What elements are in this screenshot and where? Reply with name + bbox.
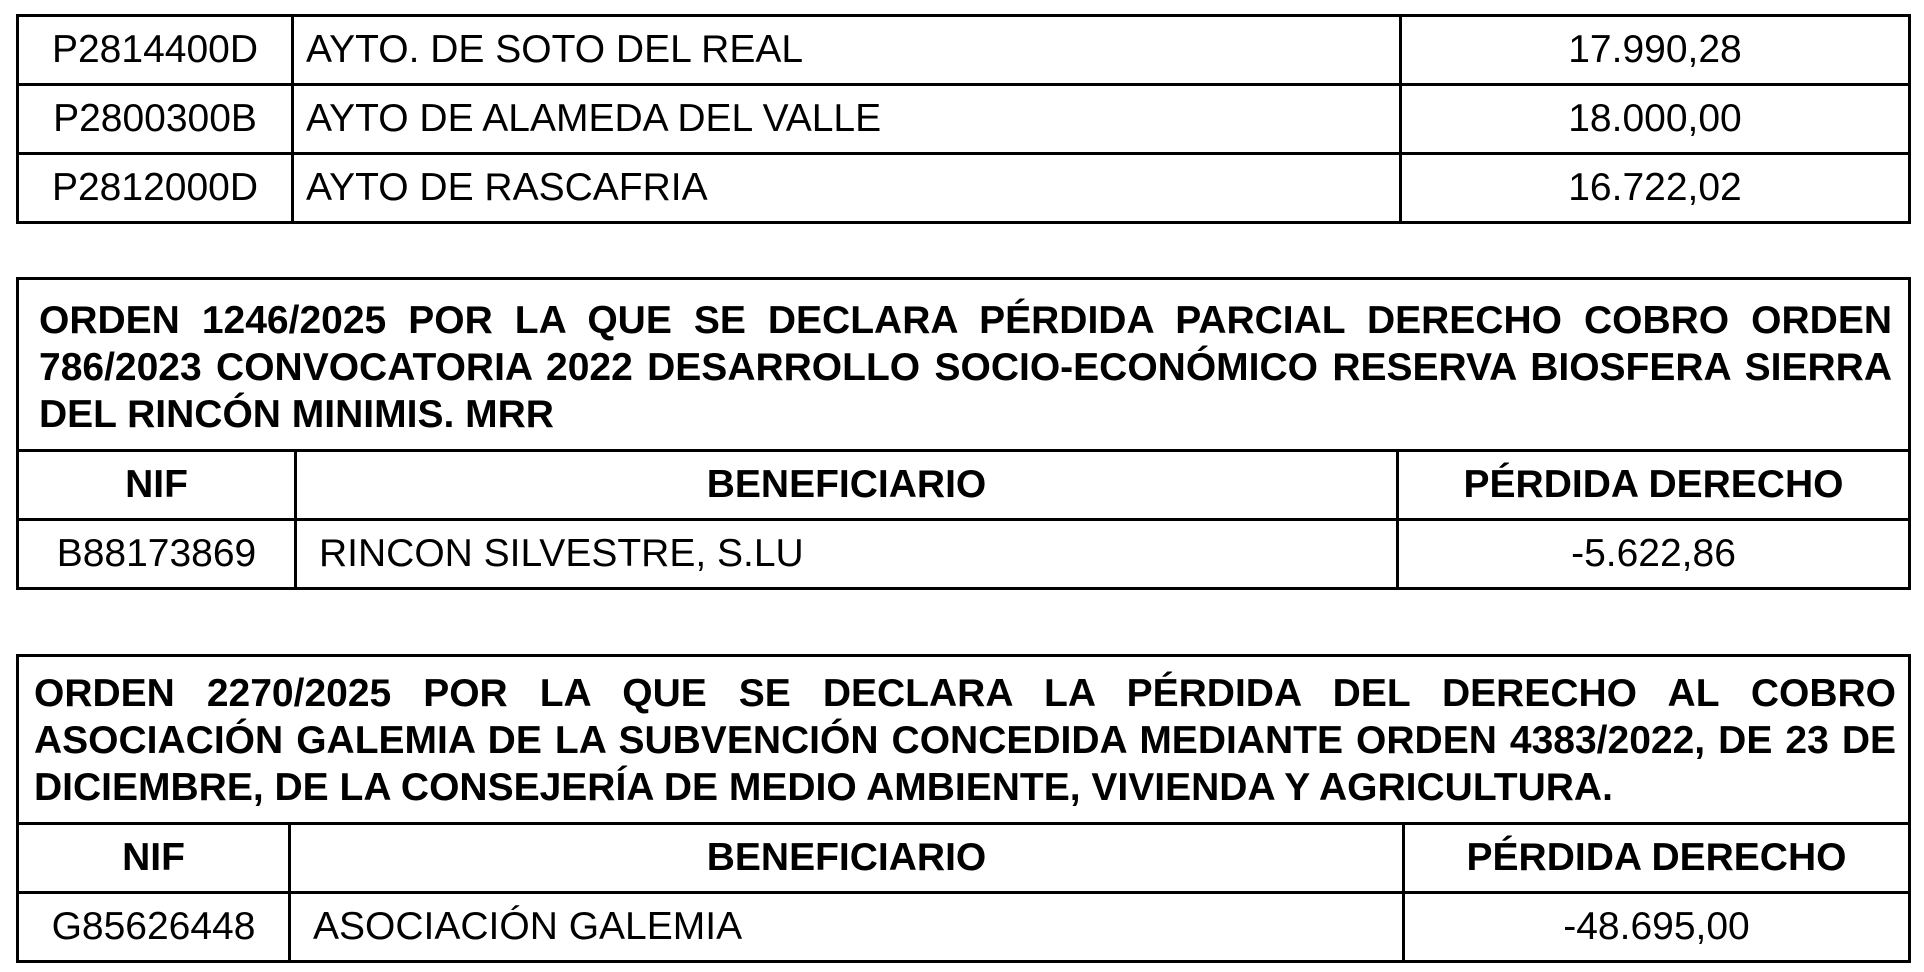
beneficiario-cell: ASOCIACIÓN GALEMIA: [290, 893, 1404, 962]
perdida-cell: -48.695,00: [1404, 893, 1910, 962]
table-row: [18, 893, 1910, 962]
table-row: [18, 85, 1910, 154]
importe-cell: 17.990,28: [1401, 16, 1910, 85]
importe-cell: 18.000,00: [1401, 85, 1910, 154]
table-row: [18, 16, 1910, 85]
nif-cell: B88173869: [18, 520, 296, 589]
table-row: [18, 520, 1910, 589]
nif-cell: P2800300B: [18, 85, 293, 154]
header-row: [18, 451, 1910, 520]
title-row: [18, 656, 1910, 824]
column-header-beneficiario: BENEFICIARIO: [296, 451, 1398, 520]
importe-cell: 16.722,02: [1401, 154, 1910, 223]
column-header-nif: NIF: [18, 451, 296, 520]
beneficiario-cell: RINCON SILVESTRE, S.LU: [296, 520, 1398, 589]
beneficiario-cell: AYTO DE ALAMEDA DEL VALLE: [293, 85, 1401, 154]
order-title: ORDEN 1246/2025 POR LA QUE SE DECLARA PÉRDIDA PARCIAL DERECHO COBRO ORDEN 786/2023 CONVOCATORIA 2022 DESARROLLO SOCIO-ECONÓMICO RESERVA BIOSFERA SIERRA DEL RINCÓN MINIMIS. MRR: [18, 279, 1910, 451]
beneficiario-cell: AYTO DE RASCAFRIA: [293, 154, 1401, 223]
orden-2270-table: [16, 654, 1911, 963]
orden-1246-table: [16, 277, 1911, 590]
beneficiario-cell: AYTO. DE SOTO DEL REAL: [293, 16, 1401, 85]
order-title: ORDEN 2270/2025 POR LA QUE SE DECLARA LA PÉRDIDA DEL DERECHO AL COBRO ASOCIACIÓN GALEMIA DE LA SUBVENCIÓN CONCEDIDA MEDIANTE ORDEN 4383/2022, DE 23 DE DICIEMBRE, DE LA CONSEJERÍA DE MEDIO AMBIENTE, VIVIENDA Y AGRICULTURA.: [18, 656, 1910, 824]
nif-cell: G85626448: [18, 893, 290, 962]
nif-cell: P2812000D: [18, 154, 293, 223]
column-header-nif: NIF: [18, 824, 290, 893]
column-header-beneficiario: BENEFICIARIO: [290, 824, 1404, 893]
table-row: [18, 154, 1910, 223]
column-header-perdida: PÉRDIDA DERECHO: [1398, 451, 1910, 520]
perdida-cell: -5.622,86: [1398, 520, 1910, 589]
header-row: [18, 824, 1910, 893]
column-header-perdida: PÉRDIDA DERECHO: [1404, 824, 1910, 893]
nif-cell: P2814400D: [18, 16, 293, 85]
title-row: [18, 279, 1910, 451]
beneficiaries-table-continuation: [16, 14, 1911, 224]
